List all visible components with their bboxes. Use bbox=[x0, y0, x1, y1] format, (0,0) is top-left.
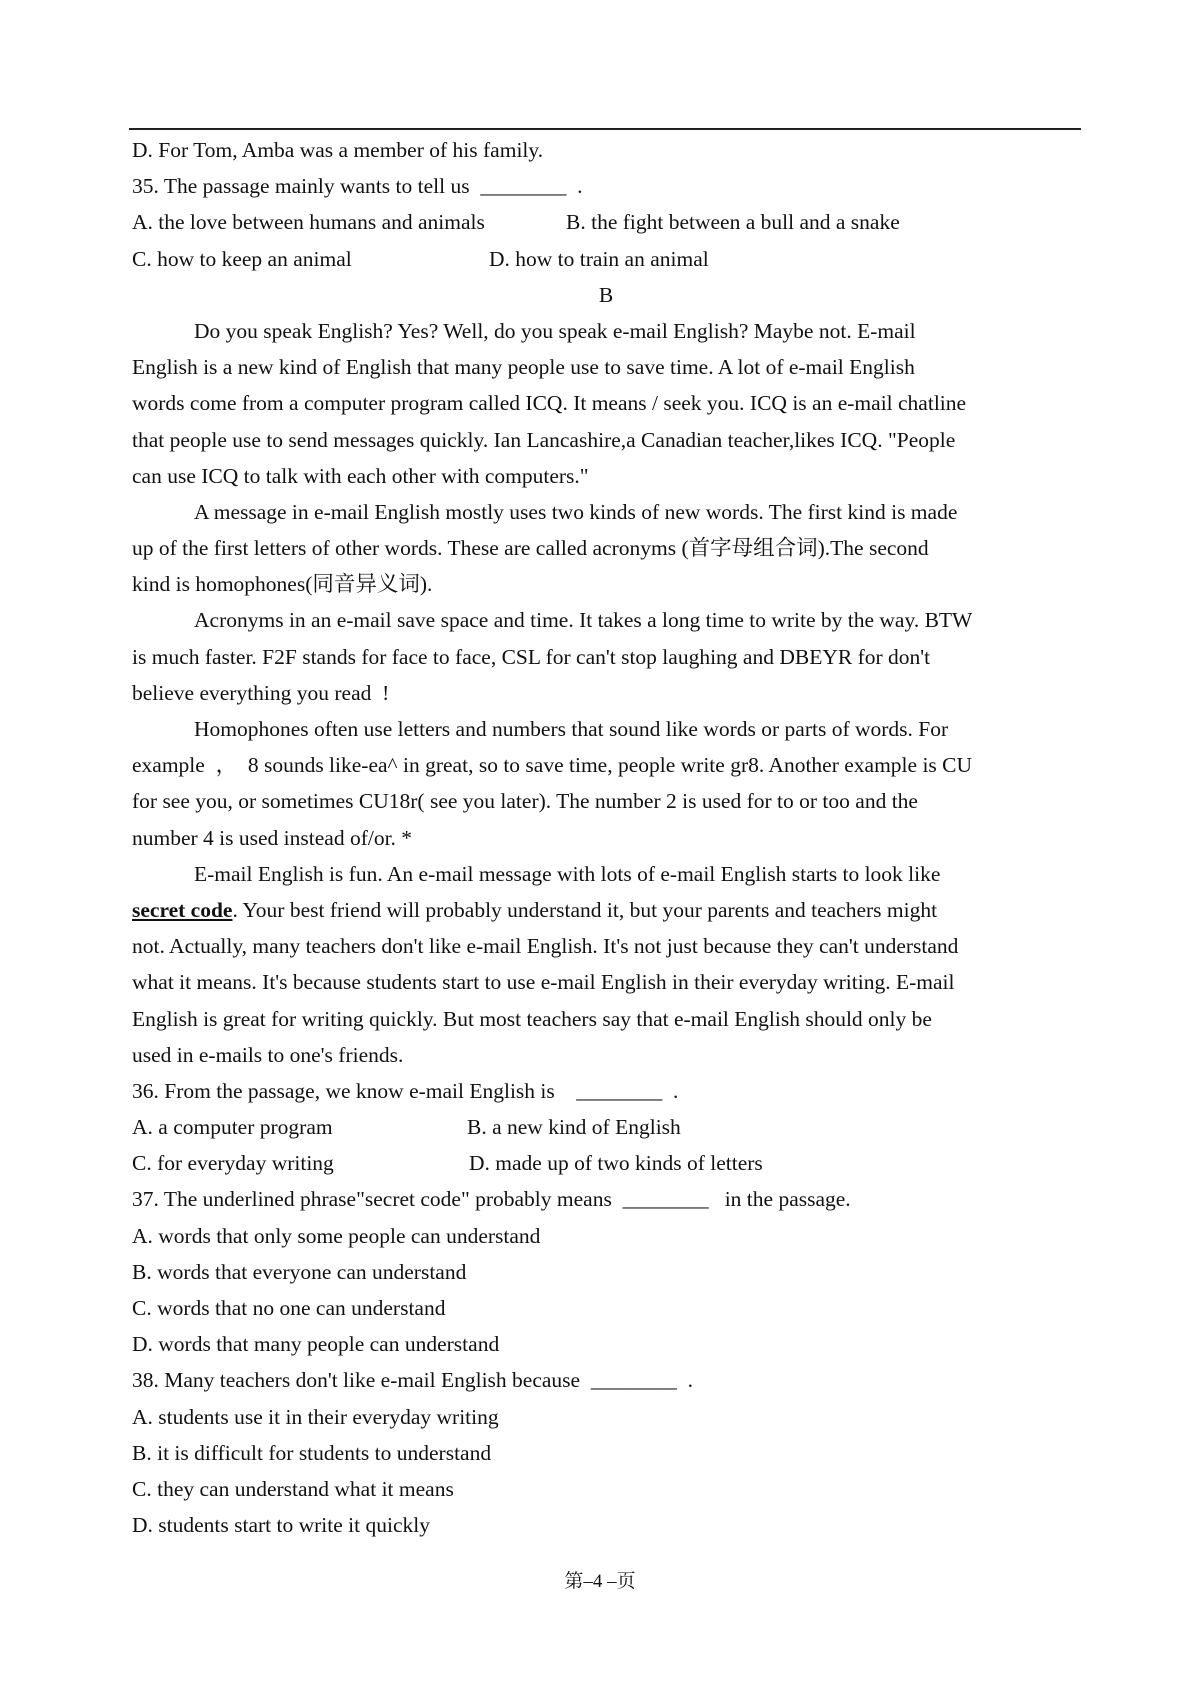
q35-option-a: A. the love between humans and animals bbox=[132, 210, 485, 235]
q37-option-c: C. words that no one can understand bbox=[132, 1296, 446, 1320]
q35-option-d: D. how to train an animal bbox=[489, 246, 709, 271]
passage-line: kind is homophones(同音异义词). bbox=[132, 572, 433, 597]
passage-line: up of the first letters of other words. These are called acronyms (首字母组合词).The second bbox=[132, 536, 929, 561]
q35-stem: 35. The passage mainly wants to tell us ________ . bbox=[132, 174, 583, 199]
passage-line: words come from a computer program called ICQ. It means / seek you. ICQ is an e-mail chatline bbox=[132, 391, 967, 416]
q36-stem: 36. From the passage, we know e-mail English is ________ . bbox=[132, 1078, 679, 1103]
passage-line: English is great for writing quickly. But most teachers say that e-mail English should only be bbox=[132, 1006, 932, 1031]
q37-option-b: B. words that everyone can understand bbox=[132, 1259, 467, 1284]
page-content bbox=[132, 132, 1080, 1543]
q37-option-a: A. words that only some people can understand bbox=[132, 1223, 541, 1248]
previous-option: D. For Tom, Amba was a member of his family. bbox=[132, 138, 544, 162]
passage-line: Homophones often use letters and numbers that sound like words or parts of words. For bbox=[194, 717, 949, 741]
passage-line: E-mail English is fun. An e-mail message with lots of e-mail English starts to look like bbox=[194, 861, 941, 886]
q36-option-a: A. a computer program bbox=[132, 1115, 333, 1140]
q36-option-d: D. made up of two kinds of letters bbox=[469, 1151, 763, 1176]
passage-line bbox=[132, 892, 1080, 928]
passage-line: can use ICQ to talk with each other with computers." bbox=[132, 463, 589, 488]
passage-line: A message in e-mail English mostly uses two kinds of new words. The first kind is made bbox=[194, 499, 958, 524]
passage-line: believe everything you read ! bbox=[132, 680, 390, 705]
passage-text: . Your best friend will probably understand it, but your parents and teachers might bbox=[232, 897, 938, 922]
passage-line: for see you, or sometimes CU18r( see you later). The number 2 is used for to or too and the bbox=[132, 789, 918, 814]
q37-option-d: D. words that many people can understand bbox=[132, 1332, 500, 1357]
header-rule bbox=[129, 128, 1081, 130]
q35-options-ab bbox=[132, 204, 1080, 240]
passage-line: not. Actually, many teachers don't like e-mail English. It's not just because they can't understand bbox=[132, 934, 959, 959]
underlined-phrase: secret code bbox=[132, 897, 233, 922]
q38-option-a: A. students use it in their everyday writing bbox=[132, 1404, 499, 1429]
q36-option-b: B. a new kind of English bbox=[467, 1115, 681, 1140]
q36-options-ab bbox=[132, 1109, 1080, 1145]
page-number: 第–4 –页 bbox=[564, 1571, 636, 1592]
passage-line: what it means. It's because students start to use e-mail English in their everyday writing. E-mail bbox=[132, 970, 955, 995]
passage-line: used in e-mails to one's friends. bbox=[132, 1042, 404, 1067]
q35-options-cd bbox=[132, 241, 1080, 277]
section-label: B bbox=[598, 282, 614, 307]
q38-option-c: C. they can understand what it means bbox=[132, 1476, 454, 1501]
passage-line: example ， 8 sounds like-ea^ in great, so to save time, people write gr8. Another example is CU bbox=[132, 753, 973, 778]
q37-stem: 37. The underlined phrase"secret code" probably means ________ in the passage. bbox=[132, 1187, 851, 1212]
passage-line: is much faster. F2F stands for face to face, CSL for can't stop laughing and DBEYR for don't bbox=[132, 644, 931, 669]
q35-option-b: B. the fight between a bull and a snake bbox=[566, 210, 900, 235]
passage-line: Do you speak English? Yes? Well, do you speak e-mail English? Maybe not. E-mail bbox=[194, 318, 916, 343]
passage-line: that people use to send messages quickly. Ian Lancashire,a Canadian teacher,likes ICQ. "People bbox=[132, 427, 956, 452]
q36-option-c: C. for everyday writing bbox=[132, 1151, 334, 1176]
q38-option-d: D. students start to write it quickly bbox=[132, 1513, 430, 1538]
q36-options-cd bbox=[132, 1145, 1080, 1181]
q35-option-c: C. how to keep an animal bbox=[132, 246, 352, 271]
passage-line: number 4 is used instead of/or. * bbox=[132, 825, 413, 850]
passage-line: Acronyms in an e-mail save space and time. It takes a long time to write by the way. BTW bbox=[194, 608, 973, 633]
passage-line: English is a new kind of English that many people use to save time. A lot of e-mail English bbox=[132, 355, 915, 380]
q38-option-b: B. it is difficult for students to understand bbox=[132, 1440, 492, 1465]
q38-stem: 38. Many teachers don't like e-mail English because ________ . bbox=[132, 1368, 693, 1393]
